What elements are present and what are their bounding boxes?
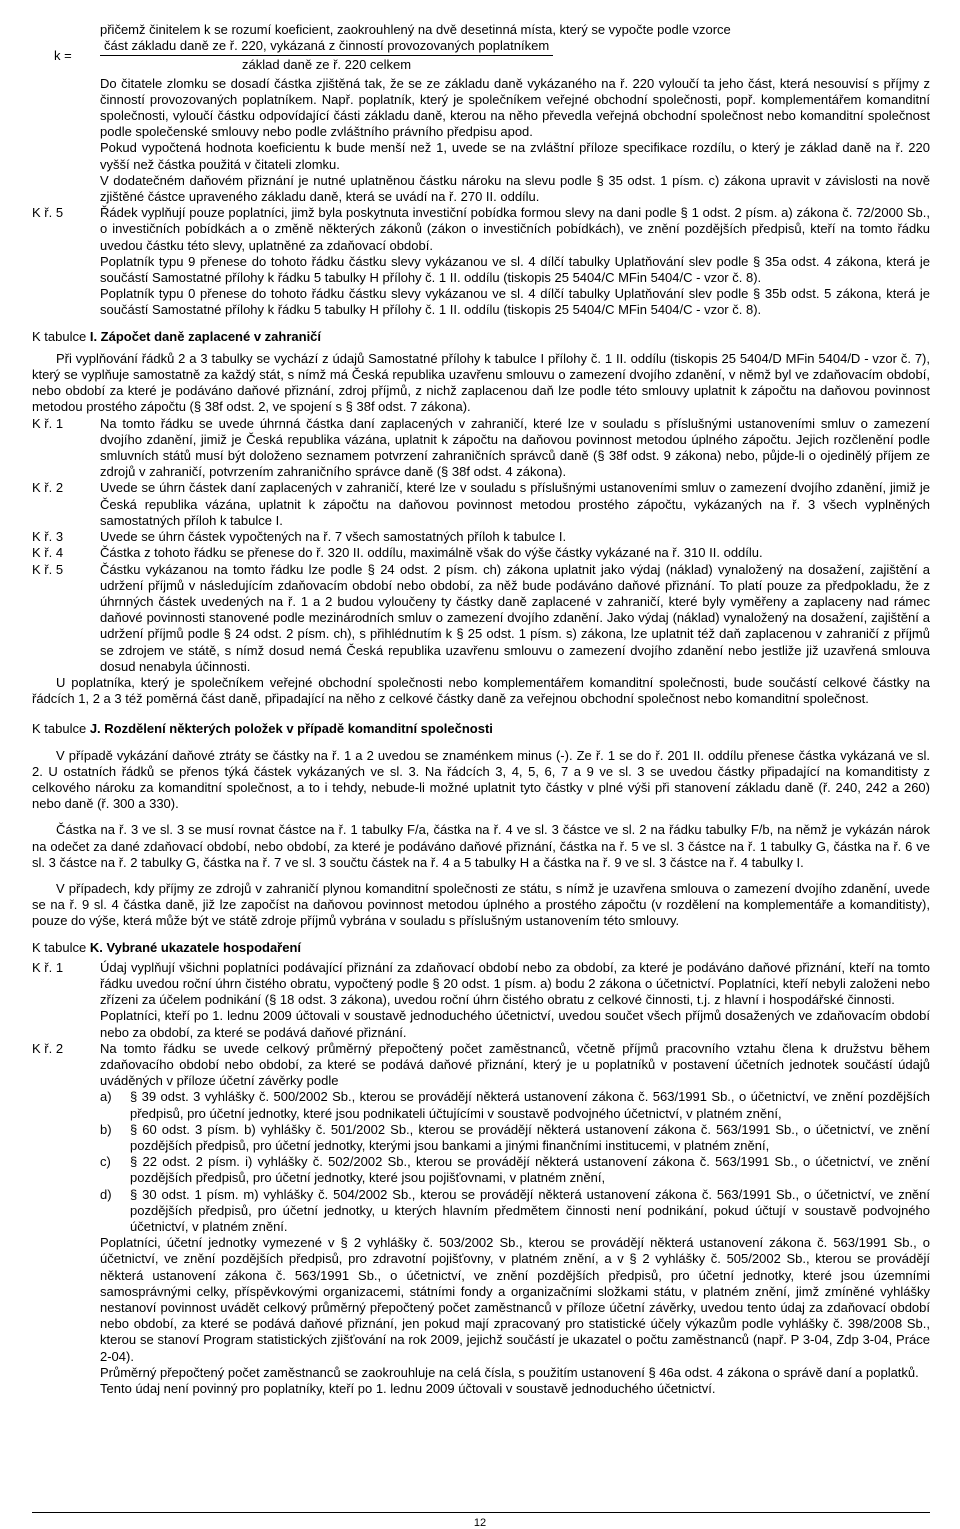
bottom-rule bbox=[32, 1512, 930, 1513]
paragraph: U poplatníka, který je společníkem veřejné obchodní společnosti nebo komplementářem komanditní společnosti, bude součástí celkové částky na řádcích 1, 2 a 3 též poměrná část daně, připadající na něho z celkové částky daně za veřejnou obchodní společnost nebo komanditní společnost. bbox=[32, 674, 930, 707]
list-item: c) § 22 odst. 2 písm. i) vyhlášky č. 502/2002 Sb., kterou se provádějí některá ustanovení zákona č. 563/1991 Sb., o účetnictví, ve znění pozdějších předpisů, pro účetní jednotky, které jsou pojišťovnami, v platném znění, bbox=[100, 1154, 930, 1186]
paragraph: V případě vykázání daňové ztráty se částky na ř. 1 a 2 uvedou se znaménkem minus (-). Ze ř. 1 se do ř. 201 II. oddílu přenese částka vykázaná ve sl. 2. U ostatních řádků se přenos týká částek vykázaných ve sl. 3. Na řádcích 3, 4, 5, 6, 7 a 9 ve sl. 3 se uvedou částky připadající na komanditisty z celkového nároku za komanditní společnost, a to i tehdy, nebude-li možné uplatnit tyto částky v plné výši při stanovení základu daně (ř. 240, 242 a 260) nebo daně (ř. 300 a 330). bbox=[32, 747, 930, 812]
row-item: K ř. 5 Částku vykázanou na tomto řádku lze podle § 24 odst. 2 písm. ch) zákona uplatnit jako výdaj (náklad) vynaložený na dosažení, zajištění a udržení příjmů v následujícím zdaňovacím období nebo období, za něž bude podáváno daňové přiznání. To platí pouze za předpokladu, že z úhrnných částek uvedených na ř. 1 a 2 budou vyloučeny ty částky daně zaplacené v zahraničí, které byly vyměřeny a zaplaceny nad rámec daňové povinnosti stanovené podle mezinárodních smluv o zamezení dvojího zdanění. Jako výdaj (náklad) vynaložený na dosažení, zajištění a udržení příjmů podle § 24 odst. 2 písm. ch), s přihlédnutím k § 25 odst. 1 písm. s) zákona, lze uplatnit též daň zaplacenou v zahraničí z příjmů se zdrojem ve státě, s nímž dosud nemá Česká republika uzavřenu smlouvu o zamezení dvojího zdanění nebo jestliže již uzavřená smlouva dosud nenabyla účinnosti. bbox=[32, 561, 930, 674]
paragraph: Poplatníci, účetní jednotky vymezené v § 2 vyhlášky č. 503/2002 Sb., kterou se provádějí některá ustanovení zákona č. 563/1991 Sb., o účetnictví, ve znění pozdějších předpisů, pro zdravotní pojišťovny, v platném znění, a v § 2 vyhlášky č. 505/2002 Sb., kterou se provádějí některá ustanovení zákona č. 563/1991 Sb., o účetnictví, ve znění pozdějších předpisů, pro účetní jednotky, které jsou územními samosprávnými celky, příspěvkovými organizacemi, státními fondy a organizačními složkami státu, v platném znění, jimž zmíněné vyhlášky nestanoví povinnost uvádět celkový průměrný přepočtený počet zaměstnanců v příloze účetní závěrky, uvedou tento údaj za zdaňovací období nebo období, za které se podává daňové přiznání, jen pokud mají zpracovaný pro statistické účely výkazům podle vyhlášky č. 398/2008 Sb., kterou se stanoví Program statistických zjišťování na rok 2009, jejichž součástí je ukazatel o počtu zaměstnanců (např. P 3-04, Zdp 3-04, Práce 2-04). bbox=[100, 1235, 930, 1364]
row-item: K ř. 2 Uvede se úhrn částek daní zaplacených v zahraničí, které lze v souladu s příslušnými ustanoveními smluv o zamezení dvojího zdanění, jimiž je Česká republika vázána, uplatnit k zápočtu na daňovou povinnost metodou prostého zápočtu, vykázaných na ř. 3 všech vyplněných samostatných příloh k tabulce I. bbox=[32, 480, 930, 528]
row-item: K ř. 3 Uvede se úhrn částek vypočtených na ř. 7 všech samostatných příloh k tabulce I. bbox=[32, 529, 567, 545]
row-item bbox=[32, 205, 930, 254]
paragraph: V dodatečném daňovém přiznání je nutné uplatněnou částku nároku na slevu podle § 35 odst. 1 písm. c) zákona upravit v závislosti na nově zjištěné částce upraveného základu daně, která se uvádí na ř. 270 II. oddílu. bbox=[100, 172, 930, 205]
paragraph: Do čitatele zlomku se dosadí částka zjištěná tak, že se ze základu daně vykázaného na ř. 220 vyloučí ta jeho část, která nesouvisí s příjmy z činností provozovaných poplatníkem. Např. poplatník, který je společníkem veřejné obchodní společnosti, popř. komplementářem komanditní společnosti, vyloučí částku odpovídající části základu daně, kterou na něho převedla veřejná obchodní společnost nebo komanditní společnost podle společenské smlouvy nebo podle zvláštního právního předpisu apod. bbox=[100, 75, 930, 140]
paragraph: Pokud vypočtená hodnota koeficientu k bude menší než 1, uvede se na zvláštní příloze specifikace rozdílu, o který je základ daně na ř. 220 vyšší než částka použitá v čitateli zlomku. bbox=[100, 140, 930, 172]
section-heading-k: K tabulce K. Vybrané ukazatele hospodaření bbox=[32, 939, 302, 955]
row-text: Řádek vyplňují pouze poplatníci, jimž byla poskytnuta investiční pobídka formou slevy na dani podle § 1 odst. 2 písm. a) zákona č. 72/2000 Sb., o investičních pobídkách a o změně některých zákonů (zákon o investičních pobídkách), ve znění pozdějších předpisů, kteří na tomto řádku uvedou částku této slevy, uplatněné za zdaňovací období. bbox=[100, 205, 930, 253]
list-item: a) § 39 odst. 3 vyhlášky č. 500/2002 Sb., kterou se provádějí některá ustanovení zákona č. 563/1991 Sb., o účetnictví, ve znění pozdějších předpisů, pro účetní jednotky, které jsou podnikateli účtujícími v soustavě podvojného účetnictví, v platném znění, bbox=[100, 1089, 930, 1121]
row-item: K ř. 2 Na tomto řádku se uvede celkový průměrný přepočtený počet zaměstnanců, včetně příjmů pracovního vztahu člena k družstvu během zdaňovacího období nebo období, za které se podává daňové přiznání, který je u poplatníků v postavení účetních jednotek součástí údajů uváděných v příloze účetní závěrky podle bbox=[32, 1040, 930, 1089]
k-formula bbox=[32, 38, 930, 73]
subitem-list bbox=[32, 1089, 930, 1235]
list-item: b) § 60 odst. 3 písm. b) vyhlášky č. 501/2002 Sb., kterou se provádějí některá ustanovení zákona č. 563/1991 Sb., o účetnictví, ve znění pozdějších předpisů, pro účetní jednotky, kterými jsou bankami a jinými finančními institucemi, v platném znění, bbox=[100, 1121, 930, 1153]
row-item: K ř. 4 Částka z tohoto řádku se přenese do ř. 320 II. oddílu, maximálně však do výše částky vykázané na ř. 310 II. oddílu. bbox=[32, 545, 763, 561]
paragraph: Poplatník typu 0 přenese do tohoto řádku částku slevy vykázanou ve sl. 4 dílčí tabulky Uplatňování slev podle § 35b odst. 5 zákona, která je součástí Samostatné přílohy k řádku 5 tabulky H přílohy č. 1 II. oddílu (tiskopis 25 5404/C MFin 5404/C - vzor č. 8). bbox=[100, 286, 930, 318]
paragraph: Poplatníci, kteří po 1. lednu 2009 účtovali v soustavě jednoduchého účetnictví, uvedou součet všech příjmů dosažených ve zdaňovacím období nebo za období, za které se podává daňové přiznání. bbox=[100, 1008, 930, 1040]
k-label: k = bbox=[54, 47, 72, 63]
fraction-numerator: část základu daně ze ř. 220, vykázaná z činností provozovaných poplatníkem bbox=[100, 38, 553, 56]
paragraph: Průměrný přepočtený počet zaměstnanců se zaokrouhluje na celá čísla, s použitím ustanovení § 46a odst. 4 zákona o správě daní a poplatků. bbox=[100, 1364, 919, 1380]
paragraph: V případech, kdy příjmy ze zdrojů v zahraničí plynou komanditní společnosti ze státu, s nímž je uzavřena smlouva o zamezení dvojího zdanění, uvede se na ř. 9 sl. 4 částka daně, již lze započíst na daňovou povinnost metodou úplného a prostého zápočtu (v rozdělení na komplementáře a komanditisty), pouze do výše, která může být ve státě zdroje příjmů vybrána v souladu s příslušným ustanovením této smlouvy. bbox=[32, 880, 930, 929]
page-number: 12 bbox=[473, 1517, 487, 1529]
paragraph: Při vyplňování řádků 2 a 3 tabulky se vychází z údajů Samostatné přílohy k tabulce I přílohy č. 1 II. oddílu (tiskopis 25 5404/D MFin 5404/D - vzor č. 7), který se vyplňuje samostatně za každý stát, s nímž má Česká republika uzavřenu smlouvu o zamezení dvojího zdanění, v němž byl ve zdaňovacím období, nebo období za které je podáváno daňové přiznání, zdroj příjmů, z nichž zaplacenou daň lze podle této smlouvy uplatnit k zápočtu na daňovou povinnost metodou prostého zápočtu (§ 38f odst. 2, ve spojení s § 38f odst. 7 zákona). bbox=[32, 350, 930, 415]
paragraph: Tento údaj není povinný pro poplatníky, kteří po 1. lednu 2009 účtovali v soustavě jednoduchého účetnictví. bbox=[100, 1381, 716, 1397]
paragraph: Poplatník typu 9 přenese do tohoto řádku částku slevy vykázanou ve sl. 4 dílčí tabulky Uplatňování slev podle § 35a odst. 4 zákona, která je součástí Samostatné přílohy k řádku 5 tabulky H přílohy č. 1 II. oddílu (tiskopis 25 5404/C MFin 5404/C - vzor č. 8). bbox=[100, 253, 930, 286]
list-item: d) § 30 odst. 1 písm. m) vyhlášky č. 504/2002 Sb., kterou se provádějí některá ustanovení zákona č. 563/1991 Sb., o účetnictví, ve znění pozdějších předpisů, pro účetní jednotky, u kterých hlavním předmětem činnosti není podnikání, pokud účtují v soustavě podvojného účetnictví, v platném znění. bbox=[100, 1186, 930, 1235]
row-item: K ř. 1 Údaj vyplňují všichni poplatníci podávající přiznání za zdaňovací období nebo za období, za které je podáváno daňové přiznání, kteří na tomto řádku uvedou roční úhrn čistého obratu, vypočtený podle § 20 odst. 1 písm. a) bodu 2 zákona o účetnictví. Poplatníci, kteří nebyli založeni nebo zřízeni za účelem podnikání (§ 18 odst. 3 zákona), uvedou roční úhrn čistého obratu z celkové činnosti, t.j. z hlavní i hospodářské činnosti. bbox=[32, 959, 930, 1008]
row-item: K ř. 1 Na tomto řádku se uvede úhrnná částka daní zaplacených v zahraničí, které lze v souladu s příslušnými ustanoveními smluv o zamezení dvojího zdanění, jimiž je Česká republika vázána, uplatnit k zápočtu na daňovou povinnost metodou úplného zápočtu. Jejich rozčlenění podle smluvních států musí být doloženo seznamem potvrzení zahraničních správců daně (§ 38f odst. 9 zákona) nebo, půjde-li o ojedinělý příjem ze zdrojů v zahraničí, potvrzením zahraničního správce daně (§ 38f odst. 4 zákona). bbox=[32, 415, 930, 480]
fraction-denominator: základ daně ze ř. 220 celkem bbox=[242, 57, 412, 73]
section-heading-j: K tabulce J. Rozdělení některých položek v případě komanditní společnosti bbox=[32, 721, 493, 737]
fraction bbox=[100, 38, 553, 73]
section-heading-i: K tabulce I. Zápočet daně zaplacené v zahraničí bbox=[32, 328, 322, 344]
section-i-rows bbox=[32, 416, 930, 675]
row-label: K ř. 5 bbox=[32, 205, 64, 221]
page-content bbox=[32, 22, 930, 1397]
paragraph: Částka na ř. 3 ve sl. 3 se musí rovnat částce na ř. 1 tabulky F/a, částka na ř. 4 ve sl. 3 částce ve sl. 2 na řádku tabulky F/b, na němž je vykázán nárok na odečet za dané zdaňovací období, nebo období, za které je podáváno daňové přiznání, částka na ř. 5 ve sl. 3 částce na ř. 1 tabulky G, částka na ř. 6 ve sl. 3 částce na ř. 2 tabulky G, částka na ř. 7 ve sl. 3 součtu částek na ř. 4 a 5 tabulky H a částka na ř. 9 ve sl. 3 částce na ř. 4 tabulky I. bbox=[32, 822, 930, 870]
intro-text: přičemž činitelem k se rozumí koeficient, zaokrouhlený na dvě desetinná místa, který se vypočte podle vzorce bbox=[100, 22, 731, 37]
